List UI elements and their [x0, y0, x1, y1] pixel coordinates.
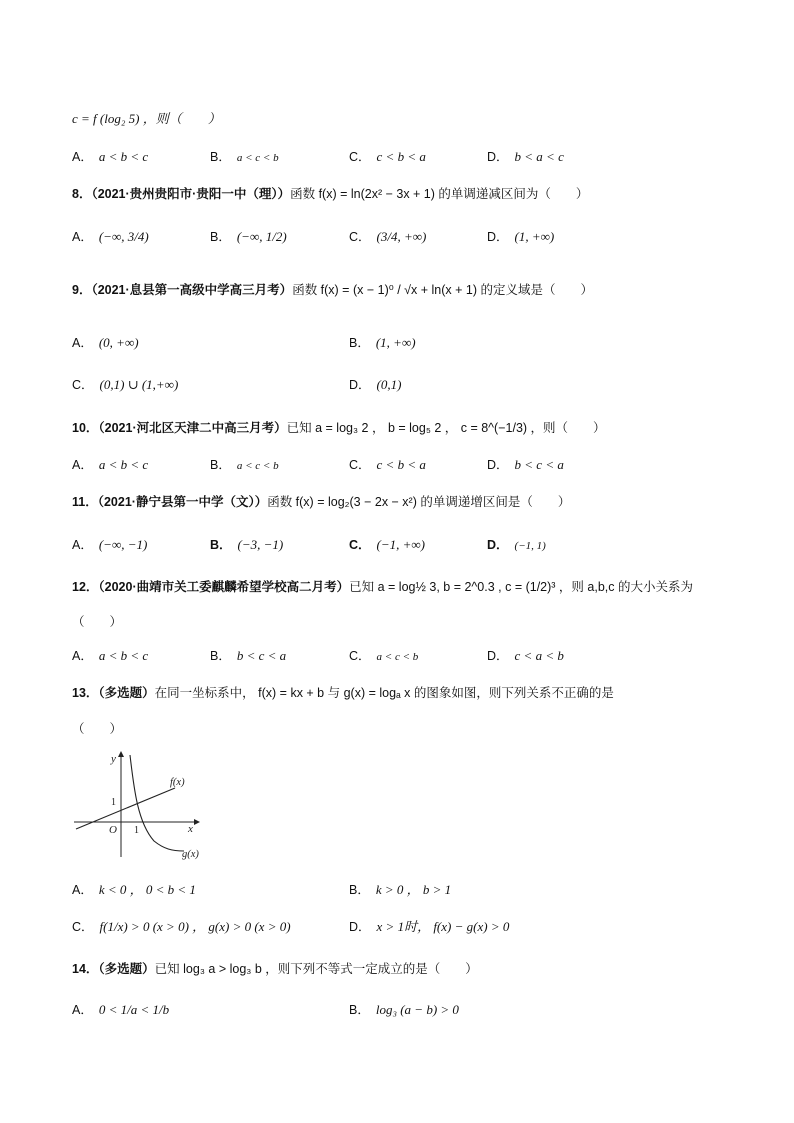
option-c[interactable]: [349, 646, 418, 664]
option-a[interactable]: [72, 147, 148, 165]
f-line: [76, 788, 175, 829]
option-label: B．: [210, 230, 231, 244]
option-b[interactable]: [349, 1000, 459, 1018]
question-text: 函数 f(x) = ln(2x² − 3x + 1) 的单调递减区间为（ ）: [290, 187, 589, 201]
option-value: a < b < c: [98, 648, 149, 663]
question-source: （多选题）: [98, 686, 155, 700]
option-label: C．: [349, 538, 371, 552]
question-source: （2021·贵州贵阳市·贵阳一中（理））: [91, 187, 291, 201]
option-label: B．: [349, 1003, 370, 1017]
option-label: C．: [349, 649, 371, 663]
option-c[interactable]: [349, 227, 426, 245]
option-label: B．: [349, 336, 370, 350]
question-13-stem-cont: （ ）: [72, 722, 123, 736]
question-number: 11．: [72, 495, 98, 509]
question-text: 已知 a = log₃ 2 ， b = log₅ 2 ， c = 8^(−1/3) ，则（ ）: [286, 421, 606, 435]
option-a[interactable]: [72, 227, 149, 245]
option-value: a < c < b: [236, 460, 279, 472]
option-value: c < b < a: [376, 149, 426, 164]
option-value: b < c < a: [236, 648, 287, 663]
option-a[interactable]: [72, 535, 147, 553]
option-label: C．: [349, 458, 371, 472]
question-source: （2020·曲靖市关工委麒麟希望学校高二月考）: [98, 580, 350, 594]
question-10-stem: [72, 418, 606, 436]
question-source: （多选题）: [98, 962, 155, 976]
question-number: 10．: [72, 421, 99, 435]
option-label: B．: [210, 649, 231, 663]
option-d[interactable]: [487, 147, 564, 165]
option-label: C．: [349, 150, 371, 164]
option-value: (3/4, +∞): [376, 229, 427, 244]
option-d[interactable]: [349, 375, 401, 393]
option-a[interactable]: [72, 1000, 169, 1018]
option-b[interactable]: [210, 535, 283, 553]
option-value: (−∞, −1): [98, 537, 148, 552]
option-label: A．: [72, 649, 93, 663]
option-value: 0 < 1/a < 1/b: [98, 1002, 170, 1017]
question-9-stem: [72, 280, 593, 298]
option-b[interactable]: [210, 147, 279, 165]
question-number: 13．: [72, 686, 99, 700]
option-c[interactable]: [72, 375, 178, 393]
f-label: f(x): [170, 777, 185, 788]
function-graph: [72, 745, 207, 860]
option-value: (0,1): [376, 377, 402, 392]
option-b[interactable]: [349, 879, 451, 898]
option-label: A．: [72, 336, 93, 350]
option-d[interactable]: [349, 916, 509, 935]
question-source: （2021·静宁县第一中学（文））: [97, 495, 268, 509]
option-d[interactable]: [487, 646, 564, 664]
y-axis-arrow: [118, 751, 124, 757]
y-one-label: 1: [111, 797, 116, 808]
question-12-stem-cont: （ ）: [72, 615, 123, 629]
question-source: （2021·河北区天津二中高三月考）: [98, 421, 287, 435]
option-value: k > 0 ， b > 1: [375, 882, 452, 897]
option-value: (1, +∞): [514, 229, 555, 244]
question-source: （2021·息县第一高级中学高三月考）: [91, 283, 293, 297]
origin-label: O: [109, 824, 117, 836]
option-c[interactable]: [72, 916, 291, 935]
option-value: (0, +∞): [98, 335, 139, 350]
option-value: (−1, +∞): [376, 537, 426, 552]
g-label: g(x): [182, 849, 199, 860]
option-value: c < b < a: [376, 457, 426, 472]
x-axis-label: x: [188, 823, 193, 835]
option-label: A．: [72, 883, 93, 897]
question-13-stem: [72, 683, 614, 701]
option-label: D．: [349, 920, 371, 934]
question-text: 函数 f(x) = (x − 1)⁰ / √x + ln(x + 1) 的定义域是（ ）: [292, 283, 593, 297]
option-label: C．: [72, 378, 94, 392]
option-value: (−∞, 1/2): [236, 229, 287, 244]
x-axis-arrow: [194, 819, 200, 825]
option-value: (−∞, 3/4): [98, 229, 149, 244]
option-label: B．: [349, 883, 370, 897]
question-number: 12．: [72, 580, 99, 594]
option-label: A．: [72, 538, 93, 552]
question-text: 已知 log₃ a > log₃ b ，则下列不等式一定成立的是（ ）: [154, 962, 478, 976]
option-c[interactable]: [349, 535, 425, 553]
question-12-stem: [72, 577, 693, 595]
option-value: f(1/x) > 0 (x > 0) ， g(x) > 0 (x > 0): [99, 919, 291, 934]
question-number: 8．: [72, 187, 92, 201]
question-14-stem: [72, 959, 478, 977]
question-8-stem: [72, 184, 588, 202]
option-value: x > 1时， f(x) − g(x) > 0: [376, 919, 510, 934]
option-value: c < a < b: [514, 648, 564, 663]
option-label: B．: [210, 150, 231, 164]
option-label: A．: [72, 230, 93, 244]
option-value: (−1, 1): [514, 540, 546, 552]
option-label: D．: [487, 538, 509, 552]
option-a[interactable]: [72, 455, 148, 473]
option-b[interactable]: [210, 646, 286, 664]
option-label: D．: [487, 150, 509, 164]
option-value: a < b < c: [98, 457, 149, 472]
option-c[interactable]: [349, 147, 426, 165]
option-value: a < b < c: [98, 149, 149, 164]
option-label: C．: [72, 920, 94, 934]
option-d[interactable]: [487, 535, 546, 553]
option-b[interactable]: [349, 333, 416, 351]
option-label: B．: [210, 458, 231, 472]
option-value: log₃ (a − b) > 0: [375, 1002, 459, 1017]
option-value: b < a < c: [514, 149, 564, 164]
option-c[interactable]: [349, 455, 426, 473]
question-number: 14．: [72, 962, 99, 976]
option-value: (0,1) ∪ (1,+∞): [99, 377, 179, 392]
option-value: k < 0 ， 0 < b < 1: [98, 882, 196, 897]
question-text: 已知 a = log½ 3, b = 2^0.3 , c = (1/2)³ ，则 a,b,c 的大小关系为: [349, 580, 693, 594]
option-label: B．: [210, 538, 232, 552]
option-b[interactable]: [210, 227, 287, 245]
option-value: (−3, −1): [237, 537, 284, 552]
option-label: C．: [349, 230, 371, 244]
question-11-stem: [72, 492, 570, 510]
option-label: D．: [349, 378, 371, 392]
question-number: 9．: [72, 283, 92, 297]
option-label: A．: [72, 458, 93, 472]
option-d[interactable]: [487, 227, 554, 245]
option-a[interactable]: [72, 646, 148, 664]
y-axis-label: y: [111, 753, 116, 765]
option-a[interactable]: [72, 879, 196, 898]
option-d[interactable]: [487, 455, 564, 473]
x-one-label: 1: [134, 825, 139, 836]
option-value: a < c < b: [236, 152, 279, 164]
option-b[interactable]: [210, 455, 279, 473]
option-label: D．: [487, 649, 509, 663]
option-value: a < c < b: [376, 651, 419, 663]
option-label: D．: [487, 458, 509, 472]
option-value: (1, +∞): [375, 335, 416, 350]
question-text: 在同一坐标系中， f(x) = kx + b 与 g(x) = logₐ x 的图象如图，则下列关系不正确的是: [154, 686, 614, 700]
option-label: D．: [487, 230, 509, 244]
option-label: A．: [72, 150, 93, 164]
question-7-stem-tail: c = f (log₂ 5) ，则（ ）: [72, 111, 221, 126]
option-a[interactable]: [72, 333, 139, 351]
question-text: 函数 f(x) = log₂(3 − 2x − x²) 的单调递增区间是（ ）: [267, 495, 571, 509]
option-label: A．: [72, 1003, 93, 1017]
option-value: b < c < a: [514, 457, 564, 472]
